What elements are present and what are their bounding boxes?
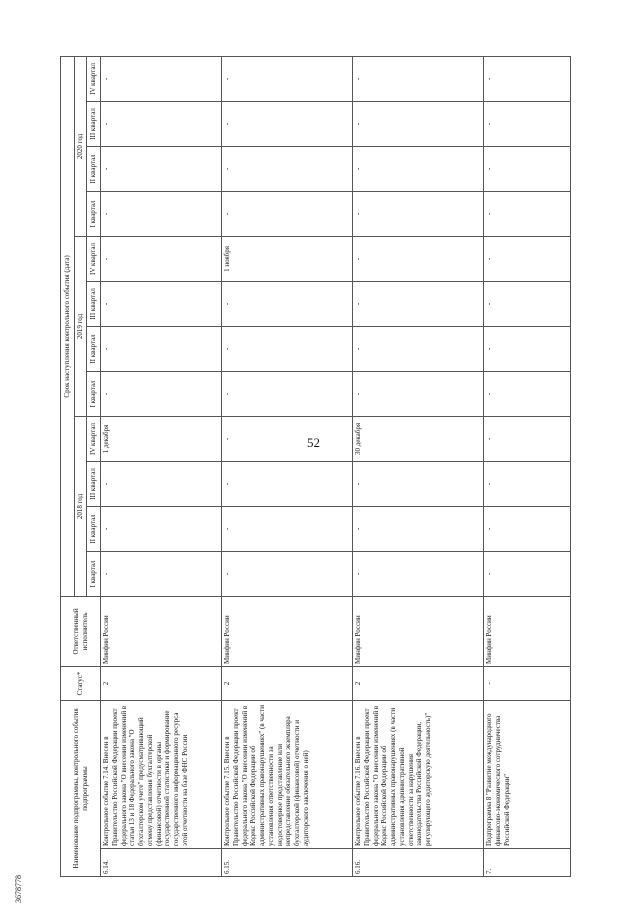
row-responsible: Минфин России <box>484 596 571 666</box>
row-quarter-cell: - <box>222 146 353 191</box>
row-description: Подпрограмма 8 "Развитие международного финансово-экономического сотрудничества Российской Федерации" <box>484 700 571 848</box>
row-description: Контрольное событие 7.14. Внесен в Правительство Российской Федерации проект федерального закона "О внесении изменений в статьи 13 и 18 Федерального закона "О бухгалтерском учете" предусматривающий отмену представления бухгалтерской (финансовой) отчетности в органы государственной статистики и формирование государственного информационного ресурса этой отчетности на базе ФНС России <box>101 700 222 848</box>
row-quarter-cell: - <box>484 506 571 551</box>
table-body <box>101 56 571 876</box>
row-number: 6.16. <box>353 849 484 877</box>
row-quarter-cell: - <box>222 371 353 416</box>
row-quarter-cell: - <box>353 506 484 551</box>
row-quarter-cell: - <box>484 281 571 326</box>
row-quarter-cell: - <box>222 461 353 506</box>
row-quarter-cell: - <box>484 326 571 371</box>
row-quarter-cell: - <box>484 461 571 506</box>
header-quarter: II квартал <box>87 326 101 371</box>
table-header <box>61 56 101 876</box>
row-quarter-cell: - <box>484 56 571 101</box>
table-row <box>101 56 222 876</box>
row-quarter-cell: - <box>484 191 571 236</box>
header-year-2018: 2018 год <box>75 416 87 596</box>
row-status: 2 <box>101 666 222 700</box>
header-quarter: IV квартал <box>87 416 101 461</box>
rotated-table-sheet <box>60 57 596 877</box>
row-quarter-cell: - <box>353 551 484 596</box>
row-quarter-cell: - <box>353 146 484 191</box>
document-id: 3678778 <box>14 875 23 903</box>
header-status: Статус* <box>61 666 101 700</box>
header-quarter: I квартал <box>87 551 101 596</box>
row-responsible: Минфин России <box>353 596 484 666</box>
row-quarter-cell: - <box>353 101 484 146</box>
row-quarter-cell: - <box>353 191 484 236</box>
row-quarter-cell: - <box>222 551 353 596</box>
row-quarter-cell: - <box>101 371 222 416</box>
header-quarter: I квартал <box>87 371 101 416</box>
header-quarter: II квартал <box>87 506 101 551</box>
row-quarter-cell: - <box>484 236 571 281</box>
row-quarter-cell: - <box>101 506 222 551</box>
row-quarter-cell: 1 декабря <box>101 416 222 461</box>
header-responsible: Ответственный исполнитель <box>61 596 101 666</box>
header-year-2020: 2020 год <box>75 56 87 236</box>
row-quarter-cell: - <box>222 416 353 461</box>
row-quarter-cell: - <box>484 146 571 191</box>
header-quarter: III квартал <box>87 101 101 146</box>
row-quarter-cell: - <box>101 326 222 371</box>
table-row <box>353 56 484 876</box>
header-quarter: III квартал <box>87 461 101 506</box>
header-quarter: IV квартал <box>87 236 101 281</box>
header-quarter: II квартал <box>87 146 101 191</box>
header-quarter: IV квартал <box>87 56 101 101</box>
row-quarter-cell: - <box>101 461 222 506</box>
row-quarter-cell: - <box>222 281 353 326</box>
row-number: 7. <box>484 849 571 877</box>
row-quarter-cell: - <box>353 326 484 371</box>
row-quarter-cell: - <box>101 56 222 101</box>
row-quarter-cell: - <box>484 371 571 416</box>
row-number: 6.15. <box>222 849 353 877</box>
row-quarter-cell: - <box>101 146 222 191</box>
row-status: 2 <box>222 666 353 700</box>
header-quarter: I квартал <box>87 191 101 236</box>
row-quarter-cell: - <box>484 416 571 461</box>
row-quarter-cell: - <box>353 371 484 416</box>
row-quarter-cell: - <box>222 506 353 551</box>
table-row <box>484 56 571 876</box>
row-quarter-cell: - <box>101 551 222 596</box>
row-quarter-cell: - <box>353 236 484 281</box>
row-quarter-cell: - <box>222 101 353 146</box>
row-quarter-cell: - <box>222 191 353 236</box>
row-quarter-cell: - <box>101 191 222 236</box>
row-responsible: Минфин России <box>222 596 353 666</box>
row-quarter-cell: 1 ноября <box>222 236 353 281</box>
row-quarter-cell: - <box>222 326 353 371</box>
row-status: 2 <box>353 666 484 700</box>
header-deadline: Срок наступления контрольного события (дата) <box>61 56 75 596</box>
row-quarter-cell: - <box>353 281 484 326</box>
row-quarter-cell: - <box>353 56 484 101</box>
header-name: Наименование подпрограммы, контрольного события подпрограммы <box>61 700 101 876</box>
page-number: 52 <box>307 435 320 450</box>
header-year-2019: 2019 год <box>75 236 87 416</box>
row-quarter-cell: - <box>222 56 353 101</box>
row-quarter-cell: - <box>353 461 484 506</box>
row-quarter-cell: - <box>484 101 571 146</box>
table-row <box>222 56 353 876</box>
row-description: Контрольное событие 7.16. Внесен в Правительство Российской Федерации проект федерального закона "О внесении изменений в Кодекс Российской Федерации об административных правонарушениях (в части установления административной ответственности за нарушения законодательства Российской Федерации, регулирующего аудиторскую деятельность)" <box>353 700 484 848</box>
row-description: Контрольное событие 7.15. Внесен в Правительство Российской Федерации проект федерального закона "О внесении изменений в Кодекс Российской Федерации об административных правонарушениях" (в части установления ответственности за недостоверное представление или непредставление обязательного экземпляра бухгалтерской (финансовой) отчетности и аудиторского заключения о ней) <box>222 700 353 848</box>
header-quarter: III квартал <box>87 281 101 326</box>
row-quarter-cell: - <box>101 236 222 281</box>
row-status: - <box>484 666 571 700</box>
control-events-table <box>60 56 571 877</box>
row-responsible: Минфин России <box>101 596 222 666</box>
row-quarter-cell: - <box>484 551 571 596</box>
row-number: 6.14. <box>101 849 222 877</box>
row-quarter-cell: 30 декабря <box>353 416 484 461</box>
row-quarter-cell: - <box>101 101 222 146</box>
row-quarter-cell: - <box>101 281 222 326</box>
